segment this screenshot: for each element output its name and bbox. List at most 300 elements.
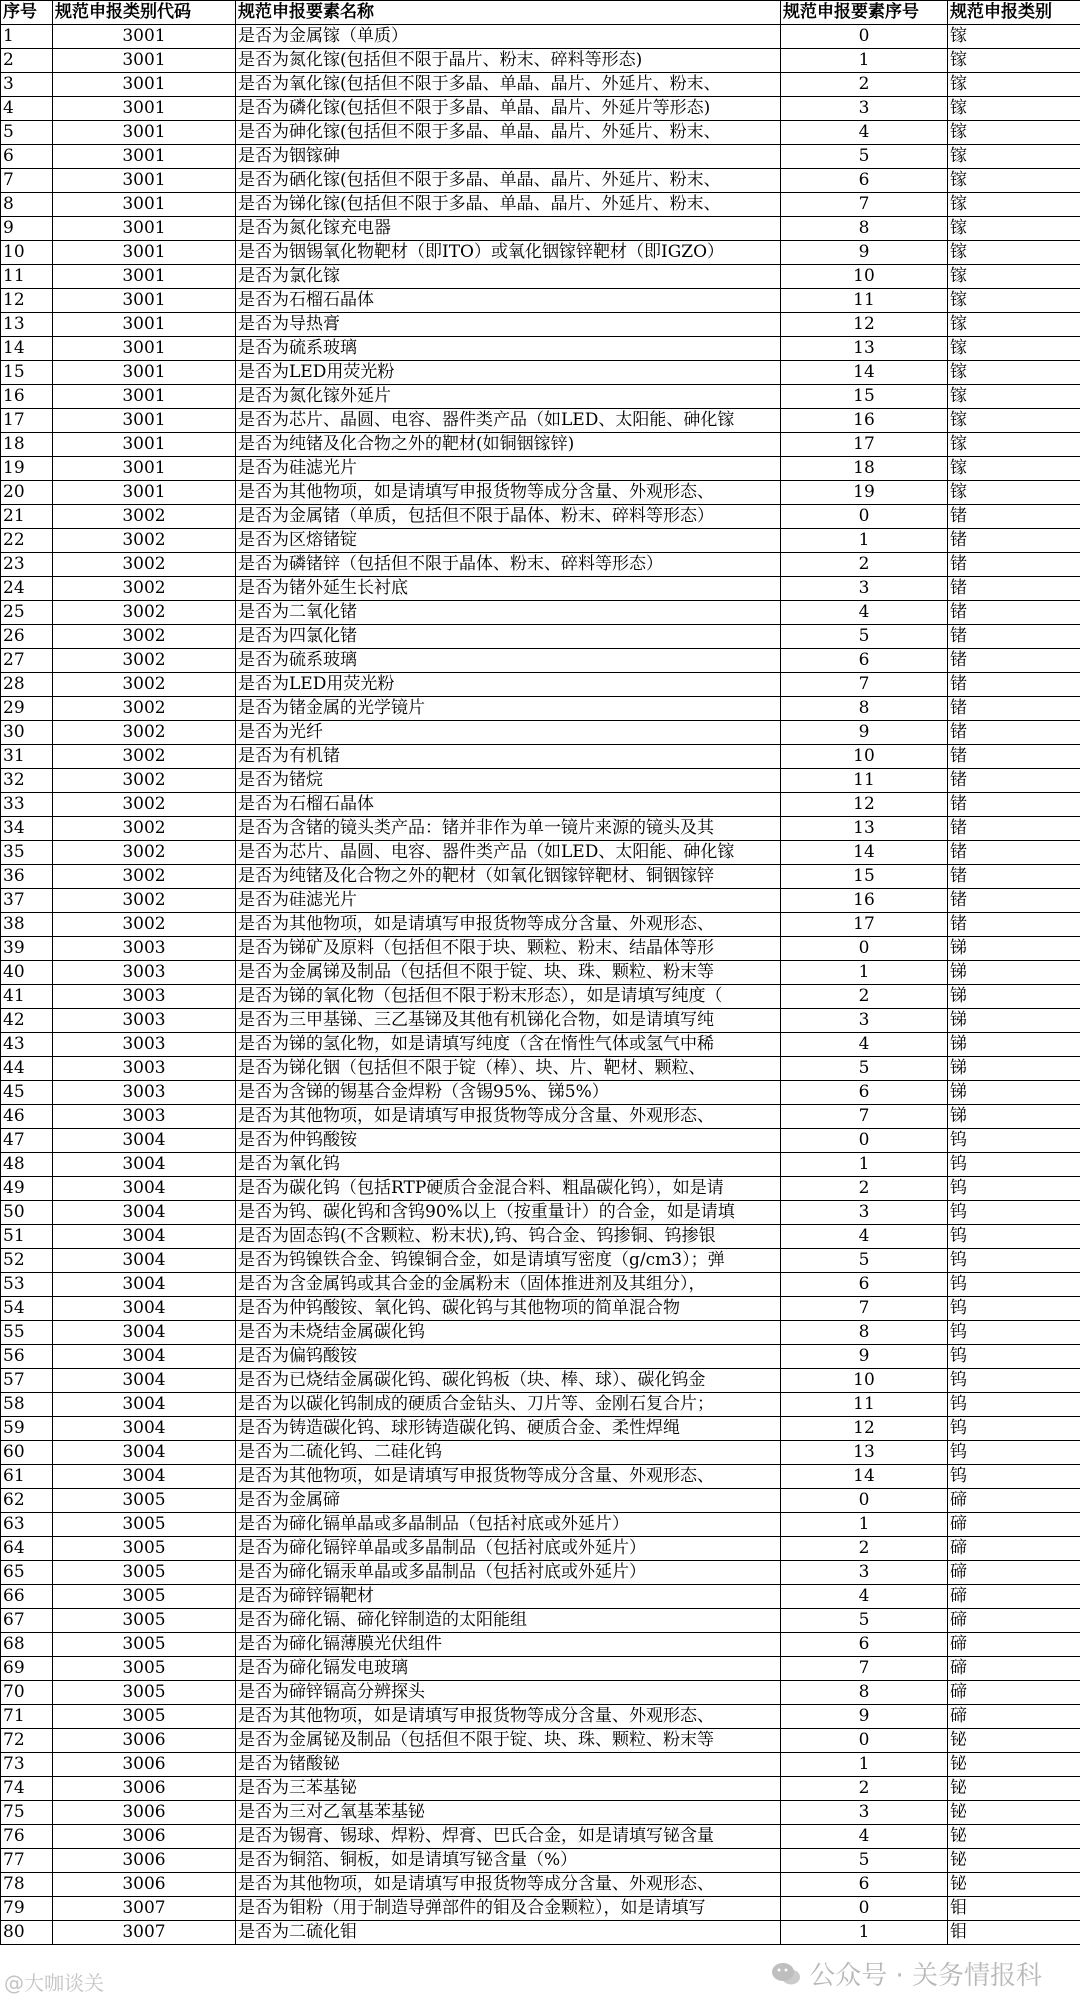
- cell-name[interactable]: 是否为含锑的锡基合金焊粉（含锡95%、锑5%）: [236, 1081, 781, 1105]
- cell-code[interactable]: 3004: [53, 1441, 236, 1465]
- cell-name[interactable]: 是否为锗酸铋: [236, 1753, 781, 1777]
- cell-name[interactable]: 是否为石榴石晶体: [236, 793, 781, 817]
- cell-code[interactable]: 3001: [53, 97, 236, 121]
- cell-cat[interactable]: 碲: [948, 1489, 1080, 1513]
- cell-cat[interactable]: 钼: [948, 1921, 1080, 1945]
- cell-code[interactable]: 3002: [53, 625, 236, 649]
- cell-code[interactable]: 3004: [53, 1129, 236, 1153]
- cell-no[interactable]: 72: [1, 1729, 53, 1753]
- cell-cat[interactable]: 钨: [948, 1321, 1080, 1345]
- cell-code[interactable]: 3005: [53, 1657, 236, 1681]
- cell-code[interactable]: 3002: [53, 697, 236, 721]
- cell-cat[interactable]: 钨: [948, 1153, 1080, 1177]
- cell-no[interactable]: 71: [1, 1705, 53, 1729]
- cell-name[interactable]: 是否为未烧结金属碳化钨: [236, 1321, 781, 1345]
- cell-cat[interactable]: 镓: [948, 385, 1080, 409]
- cell-name[interactable]: 是否为三对乙氧基苯基铋: [236, 1801, 781, 1825]
- cell-seq[interactable]: 3: [781, 1801, 948, 1825]
- cell-name[interactable]: 是否为锑的氧化物（包括但不限于粉末形态），如是请填写纯度（: [236, 985, 781, 1009]
- cell-cat[interactable]: 锑: [948, 961, 1080, 985]
- cell-cat[interactable]: 锗: [948, 505, 1080, 529]
- cell-cat[interactable]: 铋: [948, 1873, 1080, 1897]
- cell-code[interactable]: 3004: [53, 1369, 236, 1393]
- cell-name[interactable]: 是否为二硫化钼: [236, 1921, 781, 1945]
- cell-name[interactable]: 是否为二氧化锗: [236, 601, 781, 625]
- cell-code[interactable]: 3005: [53, 1513, 236, 1537]
- cell-code[interactable]: 3004: [53, 1153, 236, 1177]
- cell-code[interactable]: 3003: [53, 1009, 236, 1033]
- cell-cat[interactable]: 钨: [948, 1369, 1080, 1393]
- cell-name[interactable]: 是否为其他物项，如是请填写申报货物等成分含量、外观形态、: [236, 1873, 781, 1897]
- cell-name[interactable]: 是否为氧化钨: [236, 1153, 781, 1177]
- cell-name[interactable]: 是否为金属锗（单质，包括但不限于晶体、粉末、碎料等形态）: [236, 505, 781, 529]
- cell-code[interactable]: 3002: [53, 673, 236, 697]
- table-row[interactable]: [1, 145, 1080, 169]
- cell-code[interactable]: 3001: [53, 25, 236, 49]
- cell-seq[interactable]: 5: [781, 1849, 948, 1873]
- cell-seq[interactable]: 7: [781, 1297, 948, 1321]
- cell-name[interactable]: 是否为金属碲: [236, 1489, 781, 1513]
- cell-seq[interactable]: 6: [781, 1633, 948, 1657]
- cell-no[interactable]: 80: [1, 1921, 53, 1945]
- cell-name[interactable]: 是否为含锗的镜头类产品：锗并非作为单一镜片来源的镜头及其: [236, 817, 781, 841]
- cell-code[interactable]: 3002: [53, 793, 236, 817]
- cell-code[interactable]: 3001: [53, 265, 236, 289]
- cell-code[interactable]: 3001: [53, 145, 236, 169]
- cell-seq[interactable]: 8: [781, 697, 948, 721]
- cell-no[interactable]: 75: [1, 1801, 53, 1825]
- cell-seq[interactable]: 8: [781, 1681, 948, 1705]
- cell-no[interactable]: 56: [1, 1345, 53, 1369]
- cell-cat[interactable]: 镓: [948, 25, 1080, 49]
- cell-cat[interactable]: 锗: [948, 649, 1080, 673]
- table-row[interactable]: [1, 1465, 1080, 1489]
- cell-code[interactable]: 3005: [53, 1489, 236, 1513]
- cell-no[interactable]: 49: [1, 1177, 53, 1201]
- cell-cat[interactable]: 碲: [948, 1633, 1080, 1657]
- cell-seq[interactable]: 6: [781, 1081, 948, 1105]
- cell-cat[interactable]: 镓: [948, 337, 1080, 361]
- cell-cat[interactable]: 镓: [948, 193, 1080, 217]
- header-no[interactable]: 序号: [1, 1, 53, 25]
- cell-code[interactable]: 3002: [53, 601, 236, 625]
- cell-seq[interactable]: 1: [781, 1753, 948, 1777]
- cell-no[interactable]: 26: [1, 625, 53, 649]
- cell-name[interactable]: 是否为碲化镉单晶或多晶制品（包括衬底或外延片）: [236, 1513, 781, 1537]
- cell-code[interactable]: 3005: [53, 1705, 236, 1729]
- cell-seq[interactable]: 6: [781, 169, 948, 193]
- cell-code[interactable]: 3001: [53, 121, 236, 145]
- cell-no[interactable]: 25: [1, 601, 53, 625]
- cell-cat[interactable]: 钨: [948, 1177, 1080, 1201]
- cell-code[interactable]: 3002: [53, 745, 236, 769]
- cell-no[interactable]: 19: [1, 457, 53, 481]
- cell-code[interactable]: 3004: [53, 1225, 236, 1249]
- cell-no[interactable]: 4: [1, 97, 53, 121]
- cell-seq[interactable]: 9: [781, 241, 948, 265]
- table-row[interactable]: [1, 1657, 1080, 1681]
- cell-seq[interactable]: 8: [781, 1321, 948, 1345]
- cell-cat[interactable]: 铋: [948, 1753, 1080, 1777]
- cell-seq[interactable]: 11: [781, 769, 948, 793]
- cell-seq[interactable]: 13: [781, 817, 948, 841]
- cell-seq[interactable]: 1: [781, 529, 948, 553]
- cell-seq[interactable]: 10: [781, 1369, 948, 1393]
- cell-seq[interactable]: 5: [781, 145, 948, 169]
- cell-cat[interactable]: 钨: [948, 1393, 1080, 1417]
- cell-cat[interactable]: 钼: [948, 1897, 1080, 1921]
- cell-name[interactable]: 是否为芯片、晶圆、电容、器件类产品（如LED、太阳能、砷化镓: [236, 409, 781, 433]
- cell-seq[interactable]: 3: [781, 97, 948, 121]
- table-row[interactable]: [1, 865, 1080, 889]
- cell-name[interactable]: 是否为碲化镉汞单晶或多晶制品（包括衬底或外延片）: [236, 1561, 781, 1585]
- cell-no[interactable]: 13: [1, 313, 53, 337]
- cell-seq[interactable]: 2: [781, 73, 948, 97]
- cell-no[interactable]: 53: [1, 1273, 53, 1297]
- cell-cat[interactable]: 镓: [948, 217, 1080, 241]
- cell-cat[interactable]: 镓: [948, 289, 1080, 313]
- cell-no[interactable]: 11: [1, 265, 53, 289]
- cell-cat[interactable]: 钨: [948, 1417, 1080, 1441]
- cell-cat[interactable]: 锗: [948, 673, 1080, 697]
- cell-seq[interactable]: 17: [781, 913, 948, 937]
- cell-code[interactable]: 3001: [53, 49, 236, 73]
- table-row[interactable]: [1, 1297, 1080, 1321]
- cell-no[interactable]: 31: [1, 745, 53, 769]
- cell-cat[interactable]: 钨: [948, 1201, 1080, 1225]
- cell-seq[interactable]: 1: [781, 49, 948, 73]
- header-cat[interactable]: 规范申报类别: [948, 1, 1080, 25]
- header-name[interactable]: 规范申报要素名称: [236, 1, 781, 25]
- cell-no[interactable]: 50: [1, 1201, 53, 1225]
- table-row[interactable]: [1, 985, 1080, 1009]
- header-seq[interactable]: 规范申报要素序号: [781, 1, 948, 25]
- cell-name[interactable]: 是否为硫系玻璃: [236, 649, 781, 673]
- cell-code[interactable]: 3006: [53, 1753, 236, 1777]
- cell-no[interactable]: 32: [1, 769, 53, 793]
- cell-name[interactable]: 是否为硅滤光片: [236, 457, 781, 481]
- cell-name[interactable]: 是否为硒化镓(包括但不限于多晶、单晶、晶片、外延片、粉末、: [236, 169, 781, 193]
- table-row[interactable]: [1, 73, 1080, 97]
- cell-no[interactable]: 29: [1, 697, 53, 721]
- cell-seq[interactable]: 0: [781, 1729, 948, 1753]
- cell-no[interactable]: 16: [1, 385, 53, 409]
- cell-no[interactable]: 58: [1, 1393, 53, 1417]
- cell-name[interactable]: 是否为碲化镉、碲化锌制造的太阳能组: [236, 1609, 781, 1633]
- cell-name[interactable]: 是否为碲锌镉高分辨探头: [236, 1681, 781, 1705]
- table-row[interactable]: [1, 1777, 1080, 1801]
- cell-name[interactable]: 是否为固态钨(不含颗粒、粉末状),钨、钨合金、钨掺铜、钨掺银: [236, 1225, 781, 1249]
- cell-code[interactable]: 3005: [53, 1633, 236, 1657]
- table-row[interactable]: [1, 673, 1080, 697]
- cell-name[interactable]: 是否为碳化钨（包括RTP硬质合金混合料、粗晶碳化钨），如是请: [236, 1177, 781, 1201]
- cell-cat[interactable]: 锗: [948, 553, 1080, 577]
- cell-code[interactable]: 3002: [53, 577, 236, 601]
- cell-name[interactable]: 是否为锑化铟（包括但不限于锭（棒）、块、片、靶材、颗粒、: [236, 1057, 781, 1081]
- cell-code[interactable]: 3004: [53, 1321, 236, 1345]
- cell-no[interactable]: 63: [1, 1513, 53, 1537]
- table-row[interactable]: [1, 1489, 1080, 1513]
- cell-code[interactable]: 3001: [53, 217, 236, 241]
- cell-name[interactable]: 是否为碲锌镉靶材: [236, 1585, 781, 1609]
- cell-no[interactable]: 40: [1, 961, 53, 985]
- cell-no[interactable]: 47: [1, 1129, 53, 1153]
- cell-cat[interactable]: 锗: [948, 865, 1080, 889]
- table-row[interactable]: [1, 1537, 1080, 1561]
- cell-cat[interactable]: 碲: [948, 1585, 1080, 1609]
- cell-cat[interactable]: 锑: [948, 1033, 1080, 1057]
- table-row[interactable]: [1, 1585, 1080, 1609]
- cell-cat[interactable]: 铋: [948, 1801, 1080, 1825]
- table-row[interactable]: [1, 961, 1080, 985]
- cell-no[interactable]: 20: [1, 481, 53, 505]
- cell-seq[interactable]: 15: [781, 385, 948, 409]
- cell-name[interactable]: 是否为石榴石晶体: [236, 289, 781, 313]
- cell-seq[interactable]: 12: [781, 313, 948, 337]
- cell-no[interactable]: 41: [1, 985, 53, 1009]
- cell-code[interactable]: 3002: [53, 505, 236, 529]
- cell-name[interactable]: 是否为LED用荧光粉: [236, 361, 781, 385]
- cell-name[interactable]: 是否为砷化镓(包括但不限于多晶、单晶、晶片、外延片、粉末、: [236, 121, 781, 145]
- cell-name[interactable]: 是否为铜箔、铜板，如是请填写铋含量（%）: [236, 1849, 781, 1873]
- cell-no[interactable]: 38: [1, 913, 53, 937]
- cell-code[interactable]: 3003: [53, 937, 236, 961]
- table-row[interactable]: [1, 1681, 1080, 1705]
- cell-cat[interactable]: 锗: [948, 697, 1080, 721]
- cell-name[interactable]: 是否为锗外延生长衬底: [236, 577, 781, 601]
- table-row[interactable]: [1, 433, 1080, 457]
- cell-code[interactable]: 3003: [53, 1105, 236, 1129]
- cell-cat[interactable]: 锗: [948, 577, 1080, 601]
- cell-code[interactable]: 3001: [53, 457, 236, 481]
- cell-cat[interactable]: 锗: [948, 841, 1080, 865]
- cell-name[interactable]: 是否为纯锗及化合物之外的靶材(如铜铟镓锌): [236, 433, 781, 457]
- table-row[interactable]: [1, 121, 1080, 145]
- cell-name[interactable]: 是否为硅滤光片: [236, 889, 781, 913]
- cell-no[interactable]: 12: [1, 289, 53, 313]
- header-code[interactable]: 规范申报类别代码: [53, 1, 236, 25]
- cell-code[interactable]: 3007: [53, 1921, 236, 1945]
- cell-seq[interactable]: 5: [781, 1609, 948, 1633]
- cell-no[interactable]: 22: [1, 529, 53, 553]
- cell-name[interactable]: 是否为其他物项，如是请填写申报货物等成分含量、外观形态、: [236, 481, 781, 505]
- cell-seq[interactable]: 14: [781, 1465, 948, 1489]
- cell-seq[interactable]: 8: [781, 217, 948, 241]
- cell-seq[interactable]: 3: [781, 1201, 948, 1225]
- cell-name[interactable]: 是否为磷化镓(包括但不限于多晶、单晶、晶片、外延片等形态): [236, 97, 781, 121]
- cell-no[interactable]: 35: [1, 841, 53, 865]
- cell-no[interactable]: 74: [1, 1777, 53, 1801]
- cell-code[interactable]: 3001: [53, 313, 236, 337]
- cell-seq[interactable]: 10: [781, 265, 948, 289]
- table-row[interactable]: [1, 1441, 1080, 1465]
- table-row[interactable]: [1, 1105, 1080, 1129]
- cell-cat[interactable]: 碲: [948, 1513, 1080, 1537]
- cell-no[interactable]: 43: [1, 1033, 53, 1057]
- cell-code[interactable]: 3004: [53, 1417, 236, 1441]
- table-row[interactable]: [1, 1705, 1080, 1729]
- cell-name[interactable]: 是否为钨镍铁合金、钨镍铜合金，如是请填写密度（g/cm3）；弹: [236, 1249, 781, 1273]
- cell-name[interactable]: 是否为铸造碳化钨、球形铸造碳化钨、硬质合金、柔性焊绳: [236, 1417, 781, 1441]
- cell-cat[interactable]: 镓: [948, 121, 1080, 145]
- cell-seq[interactable]: 17: [781, 433, 948, 457]
- cell-no[interactable]: 17: [1, 409, 53, 433]
- cell-no[interactable]: 34: [1, 817, 53, 841]
- cell-code[interactable]: 3005: [53, 1585, 236, 1609]
- cell-code[interactable]: 3002: [53, 841, 236, 865]
- cell-name[interactable]: 是否为光纤: [236, 721, 781, 745]
- cell-seq[interactable]: 4: [781, 1825, 948, 1849]
- table-row[interactable]: [1, 793, 1080, 817]
- cell-no[interactable]: 61: [1, 1465, 53, 1489]
- cell-cat[interactable]: 铋: [948, 1849, 1080, 1873]
- table-row[interactable]: [1, 817, 1080, 841]
- cell-name[interactable]: 是否为纯锗及化合物之外的靶材（如氧化铟镓锌靶材、铜铟镓锌: [236, 865, 781, 889]
- cell-cat[interactable]: 锑: [948, 937, 1080, 961]
- table-row[interactable]: [1, 1873, 1080, 1897]
- cell-no[interactable]: 65: [1, 1561, 53, 1585]
- cell-name[interactable]: 是否为钼粉（用于制造导弹部件的钼及合金颗粒），如是请填写: [236, 1897, 781, 1921]
- table-row[interactable]: [1, 1825, 1080, 1849]
- cell-code[interactable]: 3002: [53, 889, 236, 913]
- cell-code[interactable]: 3004: [53, 1393, 236, 1417]
- cell-seq[interactable]: 0: [781, 25, 948, 49]
- table-row[interactable]: [1, 601, 1080, 625]
- cell-name[interactable]: 是否为氮化镓充电器: [236, 217, 781, 241]
- cell-cat[interactable]: 碲: [948, 1681, 1080, 1705]
- cell-cat[interactable]: 铋: [948, 1729, 1080, 1753]
- cell-seq[interactable]: 4: [781, 1033, 948, 1057]
- cell-cat[interactable]: 铋: [948, 1777, 1080, 1801]
- cell-cat[interactable]: 锗: [948, 745, 1080, 769]
- cell-name[interactable]: 是否为碲化镉薄膜光伏组件: [236, 1633, 781, 1657]
- cell-name[interactable]: 是否为氮化镓(包括但不限于晶片、粉末、碎料等形态): [236, 49, 781, 73]
- cell-name[interactable]: 是否为锗金属的光学镜片: [236, 697, 781, 721]
- cell-cat[interactable]: 锗: [948, 529, 1080, 553]
- cell-code[interactable]: 3006: [53, 1729, 236, 1753]
- cell-cat[interactable]: 镓: [948, 481, 1080, 505]
- cell-no[interactable]: 18: [1, 433, 53, 457]
- table-row[interactable]: [1, 721, 1080, 745]
- cell-name[interactable]: 是否为其他物项，如是请填写申报货物等成分含量、外观形态、: [236, 1705, 781, 1729]
- cell-seq[interactable]: 4: [781, 601, 948, 625]
- cell-seq[interactable]: 4: [781, 1585, 948, 1609]
- cell-no[interactable]: 78: [1, 1873, 53, 1897]
- cell-cat[interactable]: 镓: [948, 49, 1080, 73]
- cell-seq[interactable]: 2: [781, 553, 948, 577]
- table-row[interactable]: [1, 1225, 1080, 1249]
- cell-cat[interactable]: 镓: [948, 265, 1080, 289]
- cell-no[interactable]: 57: [1, 1369, 53, 1393]
- table-row[interactable]: [1, 169, 1080, 193]
- cell-code[interactable]: 3003: [53, 1033, 236, 1057]
- cell-no[interactable]: 21: [1, 505, 53, 529]
- cell-code[interactable]: 3006: [53, 1873, 236, 1897]
- cell-seq[interactable]: 9: [781, 1345, 948, 1369]
- cell-no[interactable]: 8: [1, 193, 53, 217]
- table-row[interactable]: [1, 1009, 1080, 1033]
- table-row[interactable]: [1, 1081, 1080, 1105]
- cell-name[interactable]: 是否为锡膏、锡球、焊粉、焊膏、巴氏合金，如是请填写铋含量: [236, 1825, 781, 1849]
- cell-name[interactable]: 是否为氮化镓外延片: [236, 385, 781, 409]
- cell-seq[interactable]: 4: [781, 1225, 948, 1249]
- table-row[interactable]: [1, 1057, 1080, 1081]
- cell-code[interactable]: 3001: [53, 73, 236, 97]
- cell-seq[interactable]: 9: [781, 721, 948, 745]
- cell-seq[interactable]: 0: [781, 937, 948, 961]
- table-row[interactable]: [1, 1033, 1080, 1057]
- table-row[interactable]: [1, 649, 1080, 673]
- table-row[interactable]: [1, 481, 1080, 505]
- cell-name[interactable]: 是否为碲化镉发电玻璃: [236, 1657, 781, 1681]
- cell-cat[interactable]: 镓: [948, 145, 1080, 169]
- cell-no[interactable]: 68: [1, 1633, 53, 1657]
- table-row[interactable]: [1, 361, 1080, 385]
- cell-name[interactable]: 是否为仲钨酸铵、氧化钨、碳化钨与其他物项的简单混合物: [236, 1297, 781, 1321]
- cell-no[interactable]: 9: [1, 217, 53, 241]
- cell-name[interactable]: 是否为其他物项，如是请填写申报货物等成分含量、外观形态、: [236, 913, 781, 937]
- cell-code[interactable]: 3002: [53, 769, 236, 793]
- cell-no[interactable]: 1: [1, 25, 53, 49]
- table-row[interactable]: [1, 1561, 1080, 1585]
- cell-name[interactable]: 是否为以碳化钨制成的硬质合金钻头、刀片等、金刚石复合片；: [236, 1393, 781, 1417]
- cell-no[interactable]: 70: [1, 1681, 53, 1705]
- table-row[interactable]: [1, 1153, 1080, 1177]
- cell-name[interactable]: 是否为铟锡氧化物靶材（即ITO）或氧化铟镓锌靶材（即IGZO）: [236, 241, 781, 265]
- cell-no[interactable]: 42: [1, 1009, 53, 1033]
- cell-name[interactable]: 是否为四氯化锗: [236, 625, 781, 649]
- cell-seq[interactable]: 0: [781, 1897, 948, 1921]
- cell-cat[interactable]: 钨: [948, 1129, 1080, 1153]
- cell-code[interactable]: 3001: [53, 193, 236, 217]
- cell-code[interactable]: 3001: [53, 241, 236, 265]
- cell-name[interactable]: 是否为二硫化钨、二硅化钨: [236, 1441, 781, 1465]
- cell-no[interactable]: 59: [1, 1417, 53, 1441]
- cell-code[interactable]: 3004: [53, 1249, 236, 1273]
- cell-no[interactable]: 7: [1, 169, 53, 193]
- cell-cat[interactable]: 锗: [948, 889, 1080, 913]
- table-row[interactable]: [1, 1801, 1080, 1825]
- cell-code[interactable]: 3001: [53, 409, 236, 433]
- cell-cat[interactable]: 锗: [948, 913, 1080, 937]
- cell-no[interactable]: 45: [1, 1081, 53, 1105]
- cell-cat[interactable]: 锑: [948, 1057, 1080, 1081]
- table-row[interactable]: [1, 1513, 1080, 1537]
- cell-seq[interactable]: 3: [781, 1561, 948, 1585]
- cell-no[interactable]: 2: [1, 49, 53, 73]
- cell-name[interactable]: 是否为三甲基锑、三乙基锑及其他有机锑化合物，如是请填写纯: [236, 1009, 781, 1033]
- cell-cat[interactable]: 锑: [948, 1105, 1080, 1129]
- cell-name[interactable]: 是否为有机锗: [236, 745, 781, 769]
- cell-no[interactable]: 51: [1, 1225, 53, 1249]
- cell-name[interactable]: 是否为仲钨酸铵: [236, 1129, 781, 1153]
- table-row[interactable]: [1, 889, 1080, 913]
- cell-name[interactable]: 是否为金属锑及制品（包括但不限于锭、块、珠、颗粒、粉末等: [236, 961, 781, 985]
- table-row[interactable]: [1, 1273, 1080, 1297]
- table-row[interactable]: [1, 25, 1080, 49]
- table-row[interactable]: [1, 913, 1080, 937]
- cell-cat[interactable]: 钨: [948, 1273, 1080, 1297]
- cell-seq[interactable]: 1: [781, 1513, 948, 1537]
- cell-cat[interactable]: 镓: [948, 73, 1080, 97]
- cell-cat[interactable]: 镓: [948, 169, 1080, 193]
- cell-code[interactable]: 3006: [53, 1825, 236, 1849]
- cell-no[interactable]: 76: [1, 1825, 53, 1849]
- table-row[interactable]: [1, 1393, 1080, 1417]
- cell-code[interactable]: 3007: [53, 1897, 236, 1921]
- cell-no[interactable]: 23: [1, 553, 53, 577]
- cell-seq[interactable]: 6: [781, 1273, 948, 1297]
